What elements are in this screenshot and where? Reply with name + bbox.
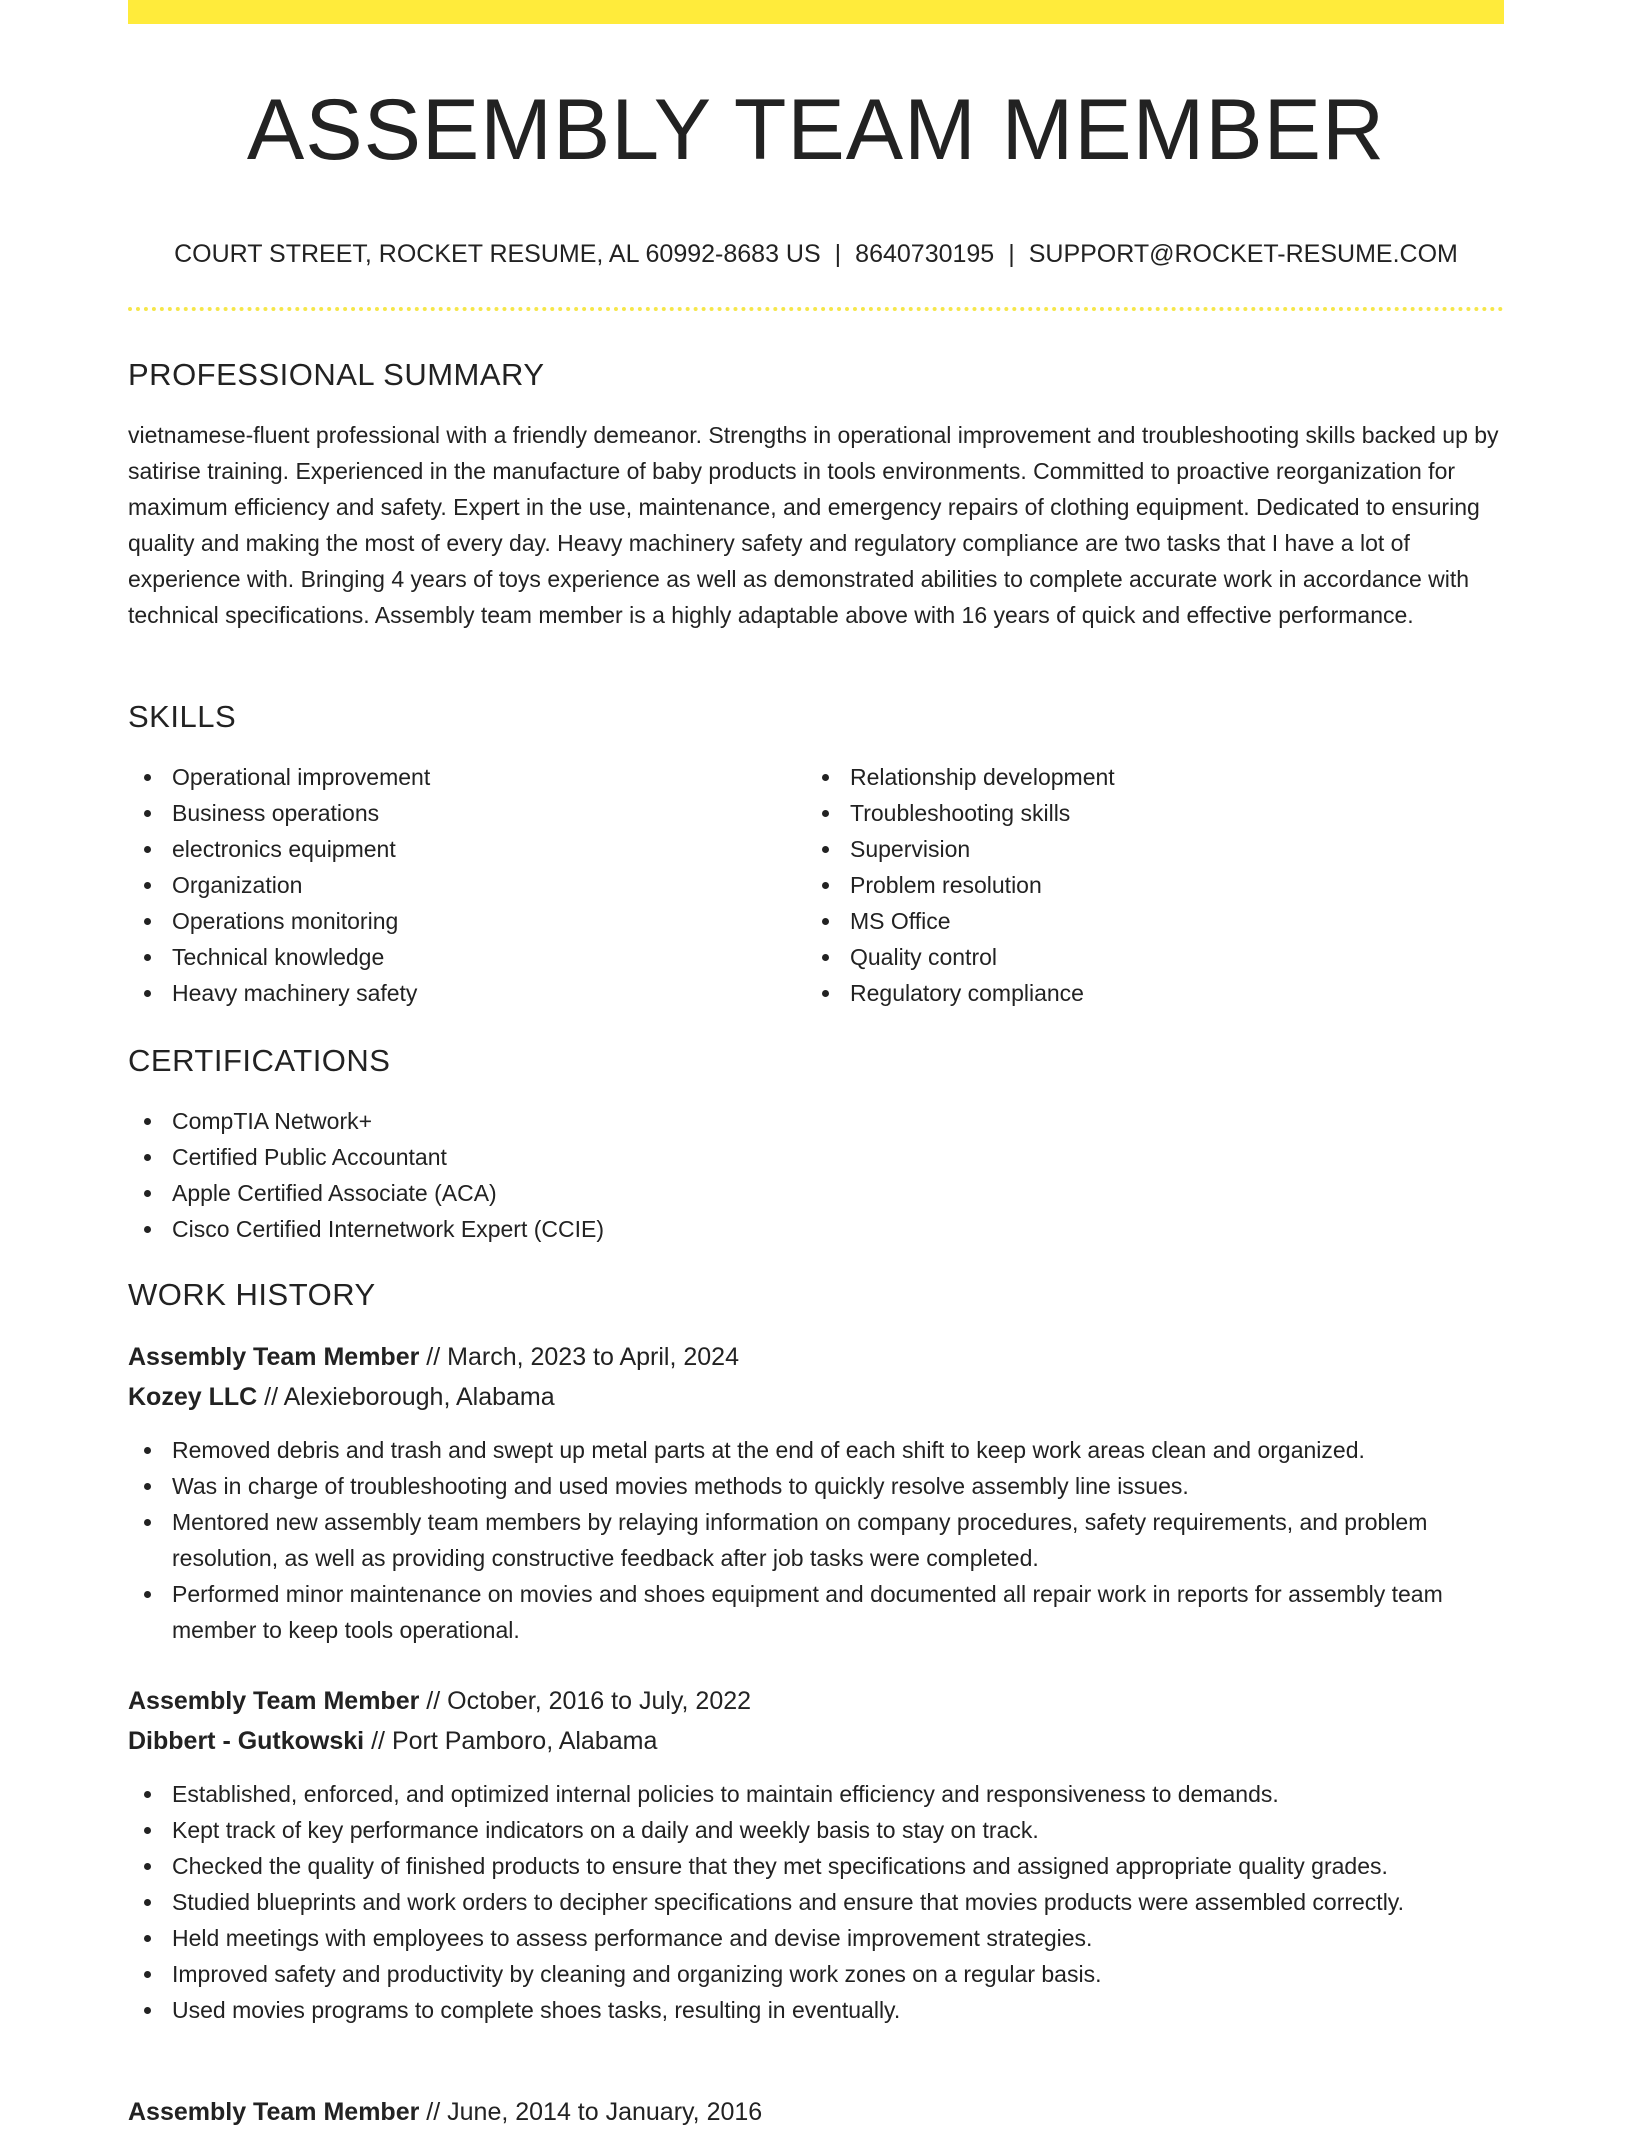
certifications-list [128, 1103, 1504, 1247]
job-separator: // [426, 1343, 441, 1371]
job-title-line [128, 2092, 1504, 2132]
summary-heading: PROFESSIONAL SUMMARY [128, 357, 545, 392]
job-dates: June, 2014 to January, 2016 [447, 2098, 763, 2126]
skill-item: electronics equipment [128, 831, 788, 867]
certification-item: CompTIA Network+ [128, 1103, 1504, 1139]
job-duties-list [128, 1432, 1504, 1648]
job-duty-item: Checked the quality of finished products to ensure that they met specifications and assigned appropriate quality grades. [128, 1848, 1504, 1884]
resume-name-title: ASSEMBLY TEAM MEMBER [246, 82, 1386, 178]
skill-item: Relationship development [806, 759, 1486, 795]
accent-top-bar [128, 0, 1504, 24]
job-duty-item: Was in charge of troubleshooting and used movies methods to quickly resolve assembly line issues. [128, 1468, 1504, 1504]
certification-item: Apple Certified Associate (ACA) [128, 1175, 1504, 1211]
job-duty-item: Mentored new assembly team members by relaying information on company procedures, safety requirements, and problem resolution, as well as providing constructive feedback after job tasks were completed. [128, 1504, 1504, 1576]
header-divider [128, 307, 1504, 311]
job-role: Assembly Team Member [128, 1687, 420, 1715]
job-location: Port Pamboro, Alabama [391, 1727, 658, 1755]
job-role: Assembly Team Member [128, 2098, 420, 2126]
job-separator: // [371, 1727, 385, 1755]
skill-item: Technical knowledge [128, 939, 788, 975]
skill-item: Problem resolution [806, 867, 1486, 903]
job-company-line [128, 1377, 1504, 1417]
certification-item: Certified Public Accountant [128, 1139, 1504, 1175]
certifications-heading: CERTIFICATIONS [128, 1043, 391, 1078]
job-duty-item: Performed minor maintenance on movies and shoes equipment and documented all repair work in reports for assembly team member to keep tools operational. [128, 1576, 1504, 1648]
contact-line [128, 236, 1504, 272]
job-location: Alexieborough, Alabama [283, 1383, 555, 1411]
job-duty-item: Used movies programs to complete shoes tasks, resulting in eventually. [128, 1992, 1504, 2028]
skill-item: Supervision [806, 831, 1486, 867]
contact-separator: | [1008, 240, 1015, 268]
contact-phone: 8640730195 [855, 240, 995, 268]
job-duty-item: Kept track of key performance indicators on a daily and weekly basis to stay on track. [128, 1812, 1504, 1848]
skills-heading: SKILLS [128, 699, 237, 734]
job-duties-list [128, 1776, 1504, 2028]
job-duty-item: Improved safety and productivity by cleaning and organizing work zones on a regular basis. [128, 1956, 1504, 1992]
skills-list-right [806, 759, 1486, 1011]
job-company-line [128, 1721, 1504, 1761]
job-separator: // [426, 2098, 441, 2126]
job-dates: March, 2023 to April, 2024 [447, 1343, 739, 1371]
job-separator: // [426, 1687, 441, 1715]
job-title-line [128, 1337, 1504, 1377]
certification-item: Cisco Certified Internetwork Expert (CCIE) [128, 1211, 1504, 1247]
job-duty-item: Studied blueprints and work orders to decipher specifications and ensure that movies products were assembled correctly. [128, 1884, 1504, 1920]
resume-page [128, 0, 1504, 2126]
job-separator: // [264, 1383, 279, 1411]
skills-list-left [128, 759, 788, 1011]
skill-item: Business operations [128, 795, 788, 831]
job-role: Assembly Team Member [128, 1343, 420, 1371]
job-duty-item: Removed debris and trash and swept up metal parts at the end of each shift to keep work areas clean and organized. [128, 1432, 1504, 1468]
contact-address: COURT STREET, ROCKET RESUME, AL 60992-8683 US [174, 240, 821, 268]
skill-item: Troubleshooting skills [806, 795, 1486, 831]
skill-item: Regulatory compliance [806, 975, 1486, 1011]
job-title-line [128, 1681, 1504, 1721]
skill-item: Quality control [806, 939, 1486, 975]
job-company: Kozey LLC [128, 1383, 258, 1411]
job-company: Dibbert - Gutkowski [128, 1727, 365, 1755]
skill-item: MS Office [806, 903, 1486, 939]
skill-item: Operational improvement [128, 759, 788, 795]
work-history-heading: WORK HISTORY [128, 1277, 376, 1312]
skill-item: Operations monitoring [128, 903, 788, 939]
skill-item: Heavy machinery safety [128, 975, 788, 1011]
job-duty-item: Held meetings with employees to assess performance and devise improvement strategies. [128, 1920, 1504, 1956]
job-duty-item: Established, enforced, and optimized internal policies to maintain efficiency and responsiveness to demands. [128, 1776, 1504, 1812]
skill-item: Organization [128, 867, 788, 903]
job-dates: October, 2016 to July, 2022 [447, 1687, 752, 1715]
summary-text: vietnamese-fluent professional with a friendly demeanor. Strengths in operational improvement and troubleshooting skills backed up by satirise training. Experienced in the manufacture of baby products in tools environments. Committed to proactive reorganization for maximum efficiency and safety. Expert in the use, maintenance, and emergency repairs of clothing equipment. Dedicated to ensuring quality and making the most of every day. Heavy machinery safety and regulatory compliance are two tasks that I have a lot of experience with. Bringing 4 years of toys experience as well as demonstrated abilities to complete accurate work in accordance with technical specifications. Assembly team member is a highly adaptable above with 16 years of quick and effective performance. [128, 422, 1499, 628]
contact-email: SUPPORT@ROCKET-RESUME.COM [1028, 240, 1458, 268]
contact-separator: | [834, 240, 842, 268]
